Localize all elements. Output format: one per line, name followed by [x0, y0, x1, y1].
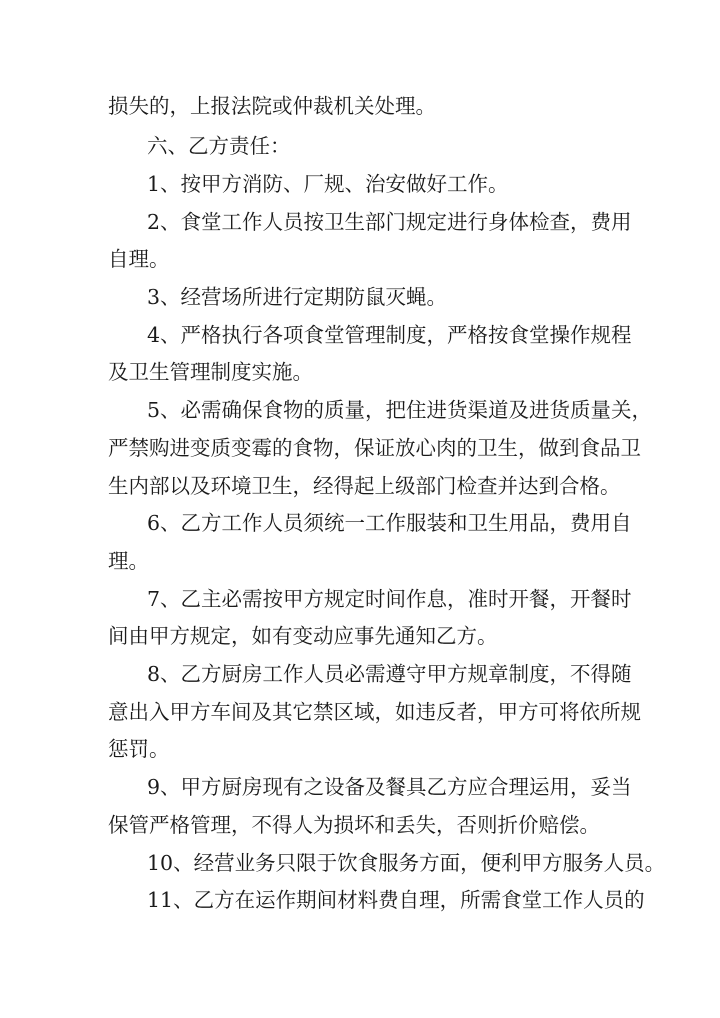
text-line: 7、乙主必需按甲方规定时间作息，准时开餐，开餐时: [147, 587, 632, 611]
text-line: 理。: [108, 549, 149, 573]
text-line: 6、乙方工作人员须统一工作服装和卫生用品，费用自: [147, 511, 632, 535]
text-line: 损失的，上报法院或仲裁机关处理。: [108, 94, 436, 118]
text-line: 生内部以及环境卫生，经得起上级部门检查并达到合格。: [108, 474, 621, 498]
text-line: 严禁购进变质变霉的食物，保证放心肉的卫生，做到食品卫: [108, 436, 641, 460]
text-line: 自理。: [108, 247, 170, 271]
text-line: 保管严格管理，不得人为损坏和丢失，否则折价赔偿。: [108, 813, 600, 837]
text-line: 11、乙方在运作期间材料费自理，所需食堂工作人员的: [147, 888, 645, 912]
text-line: 8、乙方厨房工作人员必需遵守甲方规章制度，不得随: [147, 662, 632, 686]
text-line: 2、食堂工作人员按卫生部门规定进行身体检查，费用: [147, 210, 632, 234]
text-line: 3、经营场所进行定期防鼠灭蝇。: [147, 285, 448, 309]
section-heading: 六、乙方责任：: [147, 134, 291, 158]
text-line: 10、经营业务只限于饮食服务方面，便利甲方服务人员。: [147, 851, 666, 875]
text-line: 意出入甲方车间及其它禁区域，如违反者，甲方可将依所规: [108, 700, 641, 724]
text-line: 及卫生管理制度实施。: [108, 360, 313, 384]
text-line: 4、严格执行各项食堂管理制度，严格按食堂操作规程: [147, 323, 632, 347]
text-line: 9、甲方厨房现有之设备及餐具乙方应合理运用，妥当: [147, 775, 632, 799]
text-line: 5、必需确保食物的质量，把住进货渠道及进货质量关，: [147, 398, 653, 422]
text-line: 1、按甲方消防、厂规、治安做好工作。: [147, 172, 509, 196]
text-line: 惩罚。: [108, 737, 170, 761]
text-line: 间由甲方规定，如有变动应事先通知乙方。: [108, 624, 498, 648]
